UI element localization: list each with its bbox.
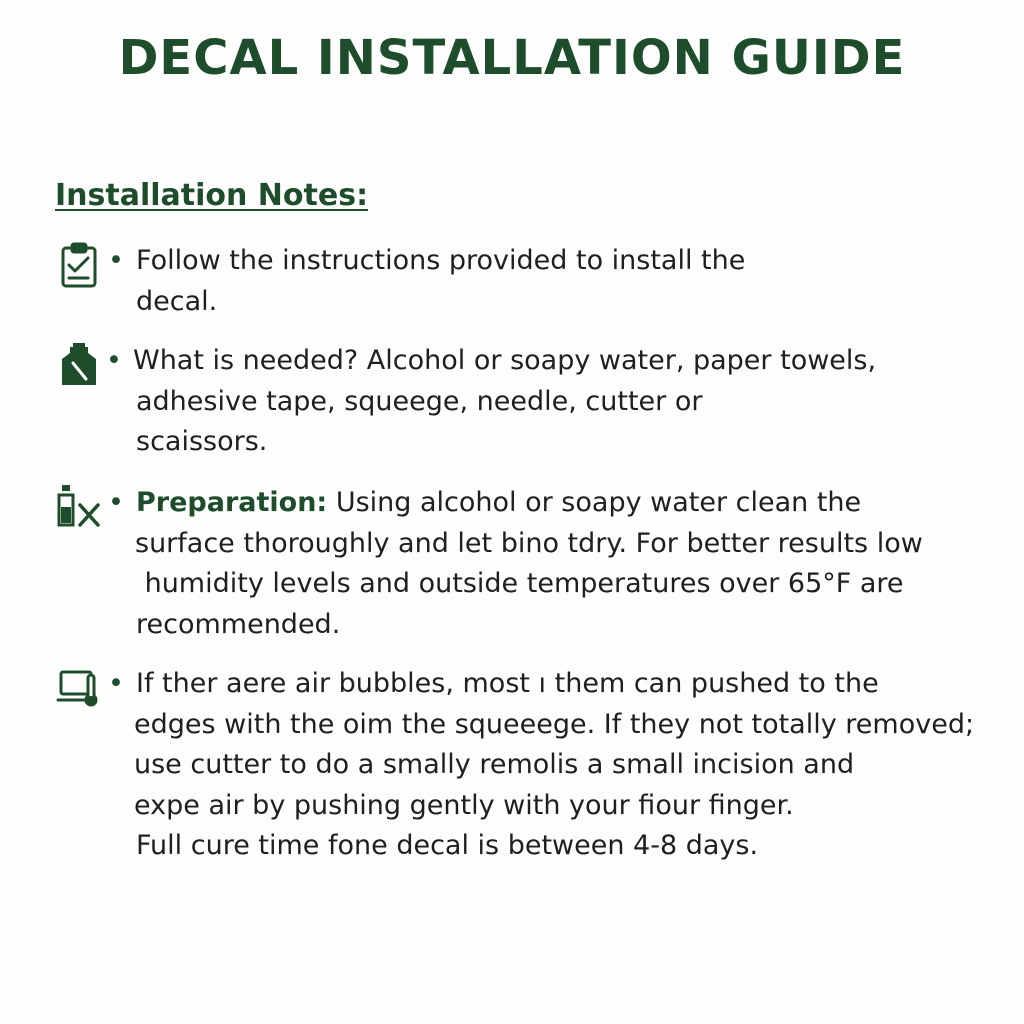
bullet: •	[108, 245, 124, 276]
text-line: Full cure time fone decal is between 4-8 days.	[136, 830, 759, 861]
text-line: edges with the oim the squeeege. If they not totally removed;	[134, 708, 975, 740]
page-title: DECAL INSTALLATION GUIDE	[118, 30, 906, 86]
text-line: decal.	[136, 285, 218, 317]
section-heading: Installation Notes:	[55, 178, 369, 213]
text-line: recommended.	[136, 608, 341, 640]
text-line: surface thoroughly and let bino tdry. For better results low	[135, 527, 923, 559]
text-line: use cutter to do a smally remolis a small incision and	[134, 749, 855, 780]
laptop-thermometer-icon	[56, 664, 102, 712]
bottle-icon	[56, 341, 102, 389]
text-line: expe air by pushing gently with your fiour finger.	[134, 789, 794, 821]
item-text	[133, 341, 1013, 463]
clipboard-check-icon	[56, 241, 102, 289]
item-text	[136, 241, 1016, 322]
bullet: •	[108, 668, 124, 699]
text-line: scaissors.	[136, 426, 268, 457]
bullet: •	[108, 487, 124, 518]
text-line: adhesive tape, squeege, needle, cutter or	[136, 385, 703, 417]
preparation-label: Preparation:	[136, 487, 328, 518]
spray-bottle-tools-icon	[56, 483, 102, 531]
item-text	[136, 664, 1016, 867]
text-line: If ther aere air bubbles, most ı them can pushed to the	[136, 668, 879, 699]
item-text	[136, 483, 1016, 645]
text-line	[136, 483, 1016, 524]
text-line: humidity levels and outside temperatures over 65°F are	[136, 568, 904, 599]
text-line: What is needed? Alcohol or soapy water, paper towels,	[133, 345, 877, 376]
text-segment: Using alcohol or soapy water clean the	[327, 487, 862, 518]
bullet: •	[106, 345, 122, 376]
text-line: Follow the instructions provided to install the	[136, 245, 746, 276]
